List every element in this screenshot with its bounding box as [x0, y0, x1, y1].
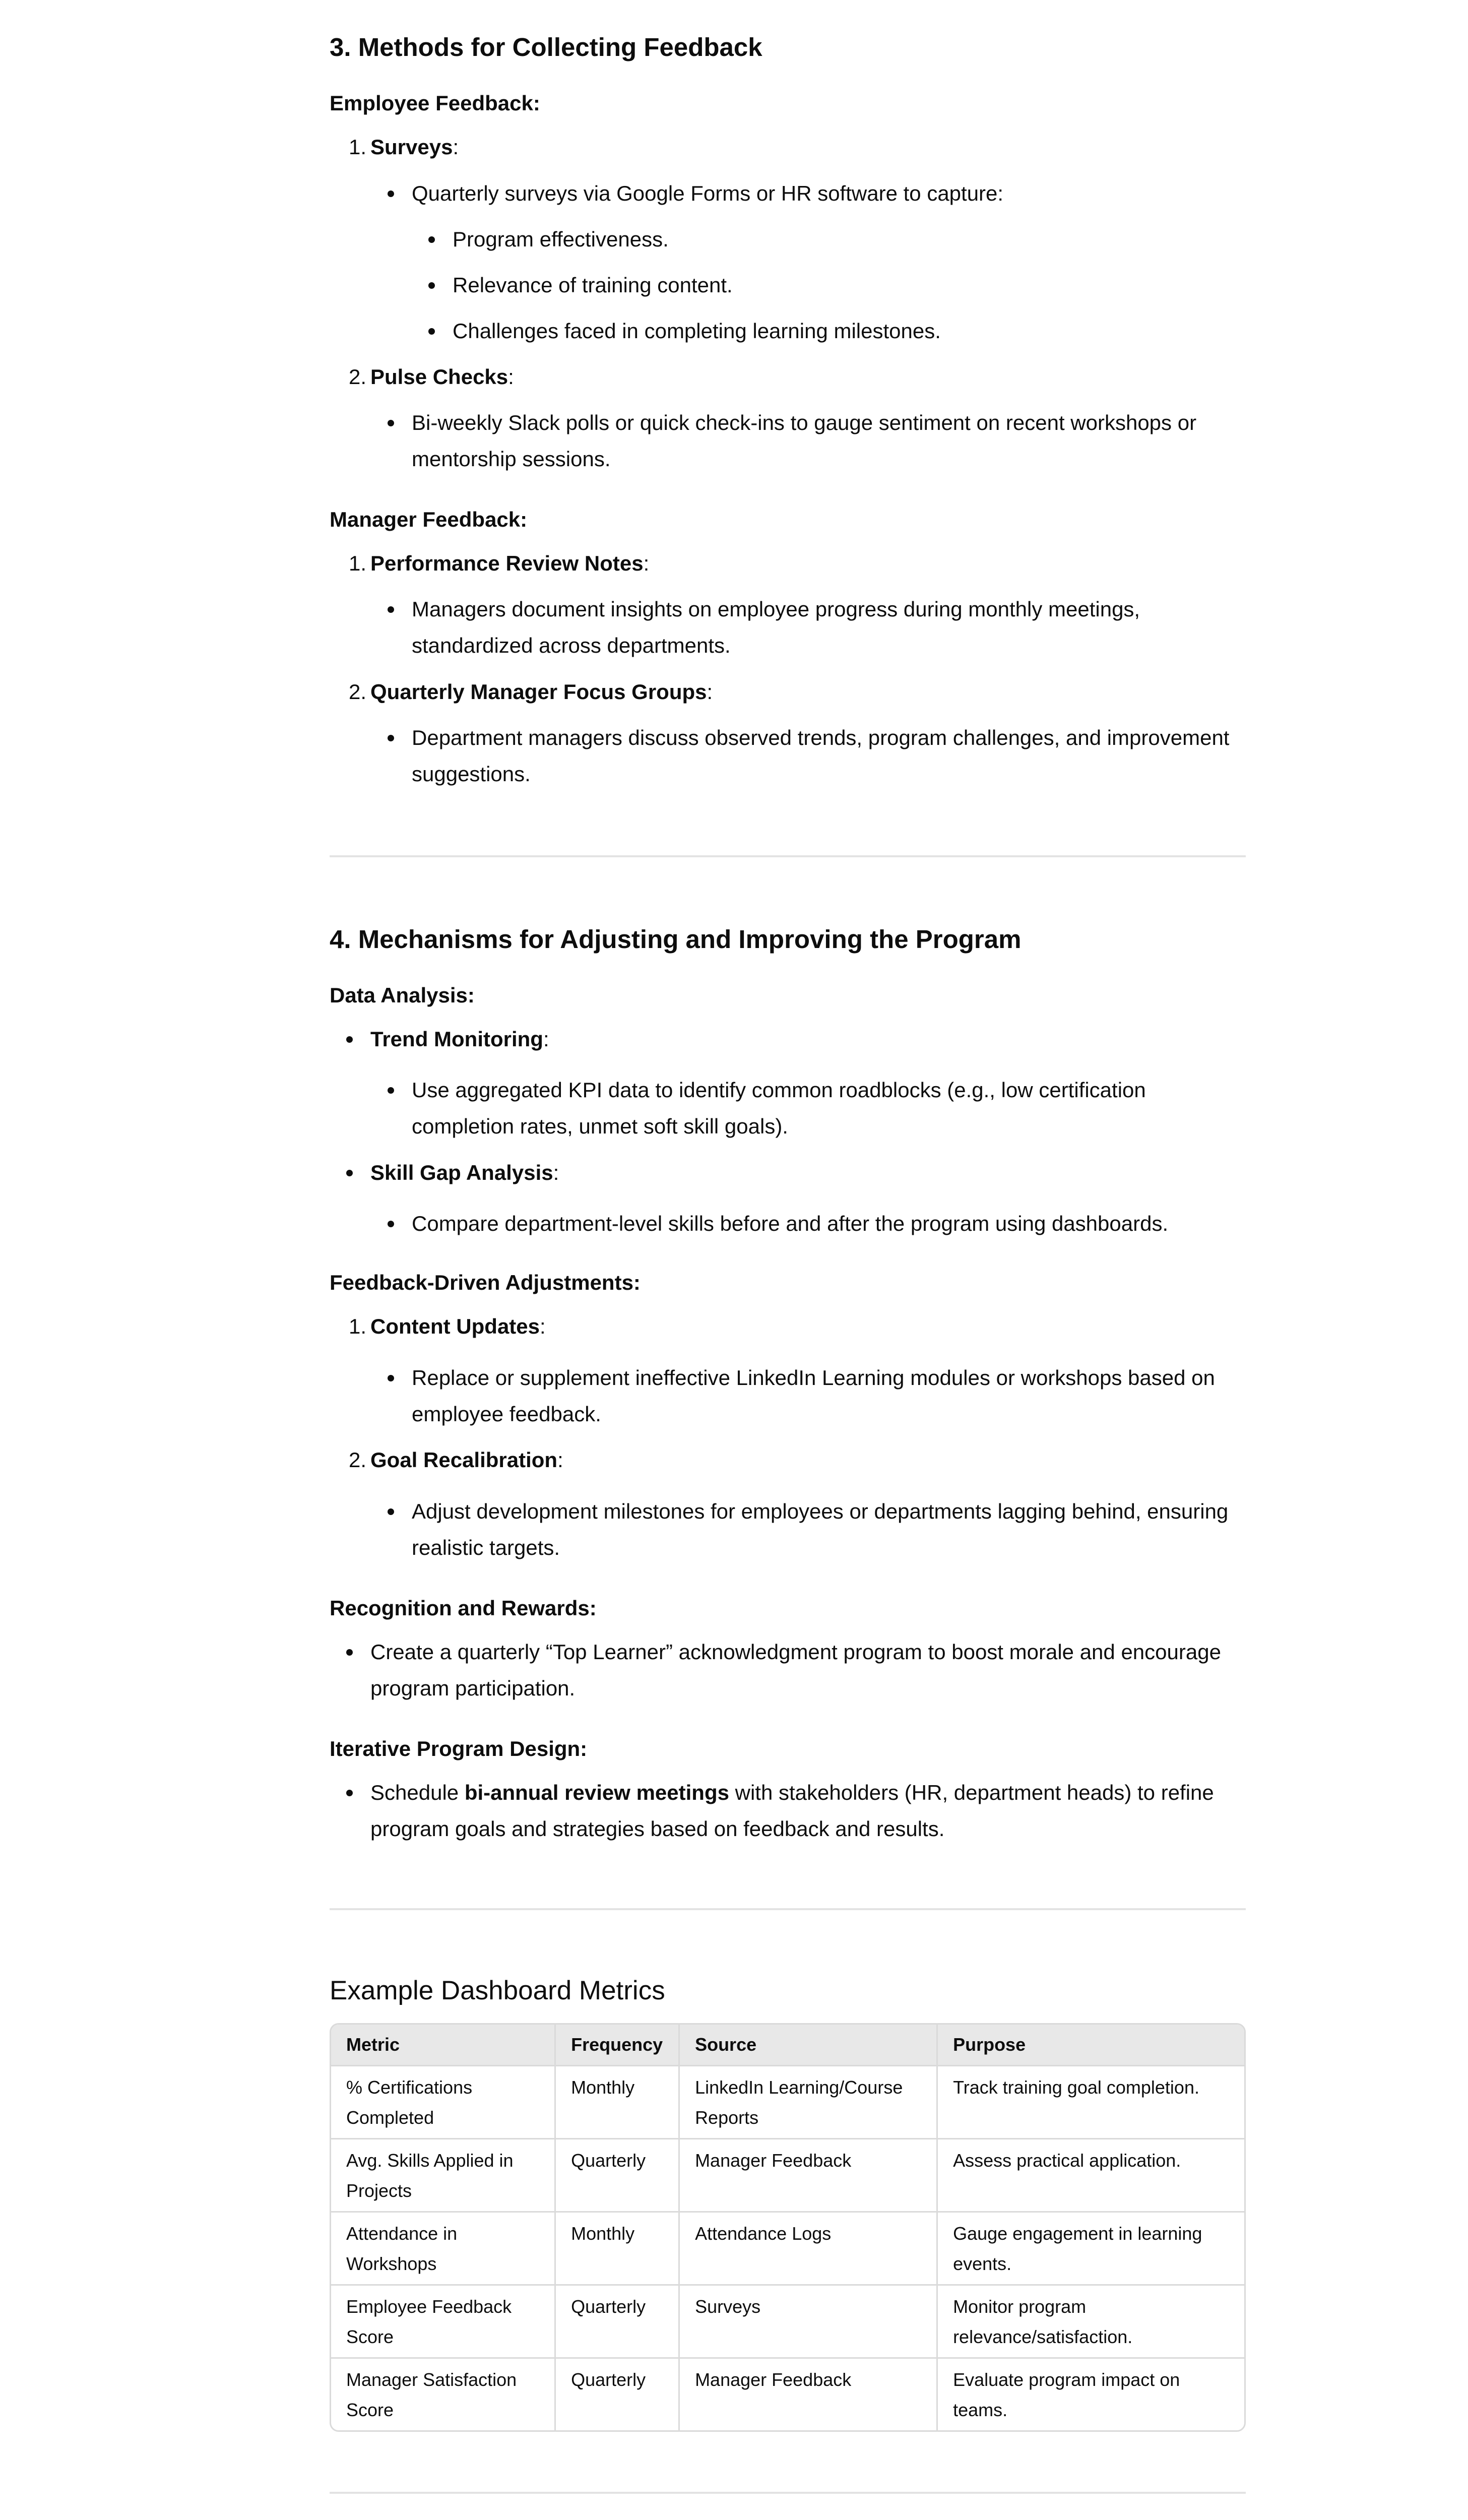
gap-desc: Compare department-level skills before and after the program using dashboards.	[412, 1212, 1169, 1235]
header-purpose: Purpose	[938, 2025, 1244, 2066]
list-item	[412, 1493, 1228, 1566]
cell-metric: % Certifications Completed	[331, 2066, 556, 2139]
dashboard-heading: Example Dashboard Metrics	[330, 1976, 665, 2005]
data-analysis-heading: Data Analysis:	[330, 983, 475, 1007]
header-frequency: Frequency	[556, 2025, 680, 2066]
bullet	[388, 1508, 394, 1515]
survey-point: Challenges faced in completing learning milestones.	[453, 319, 941, 343]
list-item	[453, 267, 733, 303]
cell-source: Attendance Logs	[680, 2213, 938, 2286]
bullet	[388, 1375, 394, 1381]
gap-label: Skill Gap Analysis	[370, 1161, 553, 1184]
cell-frequency: Monthly	[556, 2066, 680, 2139]
list-item	[370, 1775, 1214, 1847]
list-number: 1.	[348, 135, 366, 159]
list-item	[412, 1206, 1168, 1242]
table-row	[331, 2213, 1244, 2286]
iterative-bold: bi-annual review meetings	[464, 1781, 729, 1804]
iterative-post: with stakeholders (HR, department heads) to refine	[729, 1781, 1214, 1804]
list-item: Trend Monitoring:	[370, 1021, 549, 1057]
recognition-line2: program participation.	[370, 1676, 576, 1700]
feedback-adjustments-heading: Feedback-Driven Adjustments:	[330, 1271, 641, 1294]
list-number: 2.	[348, 680, 366, 704]
list-item: Skill Gap Analysis:	[370, 1155, 559, 1191]
cell-purpose: Track training goal completion.	[938, 2066, 1244, 2139]
divider	[330, 1908, 1246, 1910]
table-row	[331, 2359, 1244, 2430]
manager-feedback-heading: Manager Feedback:	[330, 508, 528, 531]
header-metric: Metric	[331, 2025, 556, 2066]
bullet	[346, 1036, 353, 1043]
trend-desc-line2: completion rates, unmet soft skill goals).	[412, 1114, 788, 1138]
metrics-table	[330, 2023, 1246, 2432]
list-item	[412, 591, 1140, 664]
table-row	[331, 2139, 1244, 2213]
list-item: 2. Goal Recalibration:	[370, 1442, 563, 1478]
divider	[330, 855, 1246, 857]
cell-frequency: Quarterly	[556, 2286, 680, 2359]
employee-feedback-heading: Employee Feedback:	[330, 91, 540, 115]
bullet	[388, 1221, 394, 1227]
bullet	[388, 191, 394, 197]
focus-desc-line2: suggestions.	[412, 762, 531, 786]
list-number: 2.	[348, 1448, 366, 1472]
content-desc-line2: employee feedback.	[412, 1402, 601, 1426]
cell-source: Manager Feedback	[680, 2139, 938, 2213]
perf-desc-line1: Managers document insights on employee progress during monthly meetings,	[412, 597, 1140, 621]
perf-label: Performance Review Notes	[370, 551, 644, 575]
bullet	[428, 282, 435, 289]
header-source: Source	[680, 2025, 938, 2066]
content-label: Content Updates	[370, 1314, 540, 1338]
focus-desc-line1: Department managers discuss observed trends, program challenges, and improvement	[412, 726, 1230, 749]
list-number: 1.	[348, 551, 366, 575]
bullet	[428, 236, 435, 243]
table-row	[331, 2286, 1244, 2359]
recognition-heading: Recognition and Rewards:	[330, 1596, 597, 1620]
list-item: 1. Surveys:	[370, 129, 459, 165]
cell-source: LinkedIn Learning/Course Reports	[680, 2066, 938, 2139]
survey-point: Relevance of training content.	[453, 273, 733, 297]
list-item	[412, 720, 1229, 792]
list-item	[453, 313, 941, 349]
list-number: 1.	[348, 1314, 366, 1338]
list-item: 2. Quarterly Manager Focus Groups:	[370, 674, 713, 710]
table-row	[331, 2066, 1244, 2139]
bullet	[388, 735, 394, 741]
list-item	[412, 1072, 1146, 1145]
list-item	[412, 1360, 1215, 1432]
section-3-heading: 3. Methods for Collecting Feedback	[330, 33, 762, 61]
bullet	[346, 1170, 353, 1176]
focus-label: Quarterly Manager Focus Groups	[370, 680, 707, 704]
perf-desc-line2: standardized across departments.	[412, 634, 731, 657]
list-item	[370, 1634, 1221, 1707]
section-4-heading: 4. Mechanisms for Adjusting and Improving the Program	[330, 925, 1022, 954]
divider	[330, 2492, 1246, 2494]
pulse-label: Pulse Checks	[370, 365, 508, 389]
pulse-desc-line1: Bi-weekly Slack polls or quick check-ins to gauge sentiment on recent workshops or	[412, 411, 1197, 434]
cell-metric: Manager Satisfaction Score	[331, 2359, 556, 2430]
list-item	[412, 175, 1003, 212]
list-item	[453, 221, 669, 258]
pulse-desc-line2: mentorship sessions.	[412, 447, 611, 471]
list-number: 2.	[348, 365, 366, 389]
recognition-line1: Create a quarterly “Top Learner” acknowledgment program to boost morale and encourage	[370, 1640, 1221, 1664]
bullet	[346, 1790, 353, 1796]
survey-point: Program effectiveness.	[453, 227, 669, 251]
bullet	[388, 1087, 394, 1094]
cell-metric: Employee Feedback Score	[331, 2286, 556, 2359]
bullet	[428, 328, 435, 335]
cell-source: Surveys	[680, 2286, 938, 2359]
goal-label: Goal Recalibration	[370, 1448, 558, 1472]
bullet	[346, 1649, 353, 1656]
iterative-line2: program goals and strategies based on feedback and results.	[370, 1817, 945, 1841]
goal-desc-line1: Adjust development milestones for employees or departments lagging behind, ensuring	[412, 1499, 1229, 1523]
cell-frequency: Quarterly	[556, 2139, 680, 2213]
cell-purpose: Evaluate program impact on teams.	[953, 2369, 1180, 2420]
list-item: 1. Content Updates:	[370, 1308, 546, 1345]
surveys-desc: Quarterly surveys via Google Forms or HR software to capture:	[412, 181, 1004, 205]
bullet	[388, 420, 394, 426]
list-item	[412, 405, 1196, 477]
cell-metric: Avg. Skills Applied in Projects	[331, 2139, 556, 2213]
trend-desc-line1: Use aggregated KPI data to identify common roadblocks (e.g., low certification	[412, 1078, 1146, 1102]
cell-metric: Attendance in Workshops	[331, 2213, 556, 2286]
cell-source: Manager Feedback	[680, 2359, 938, 2430]
surveys-label: Surveys	[370, 135, 453, 159]
cell-purpose: Assess practical application.	[938, 2139, 1244, 2213]
trend-label: Trend Monitoring	[370, 1027, 543, 1051]
list-item: 1. Performance Review Notes:	[370, 545, 649, 582]
iterative-heading: Iterative Program Design:	[330, 1737, 588, 1760]
cell-purpose: Monitor program relevance/satisfaction.	[938, 2286, 1244, 2359]
table-header-row	[331, 2025, 1244, 2066]
bullet	[388, 606, 394, 613]
iterative-pre: Schedule	[370, 1781, 465, 1804]
cell-purpose: Gauge engagement in learning events.	[938, 2213, 1244, 2286]
cell-frequency: Monthly	[556, 2213, 680, 2286]
goal-desc-line2: realistic targets.	[412, 1536, 560, 1559]
cell-frequency: Quarterly	[556, 2359, 680, 2430]
list-item: 2. Pulse Checks:	[370, 359, 514, 395]
content-desc-line1: Replace or supplement ineffective LinkedIn Learning modules or workshops based on	[412, 1366, 1215, 1390]
